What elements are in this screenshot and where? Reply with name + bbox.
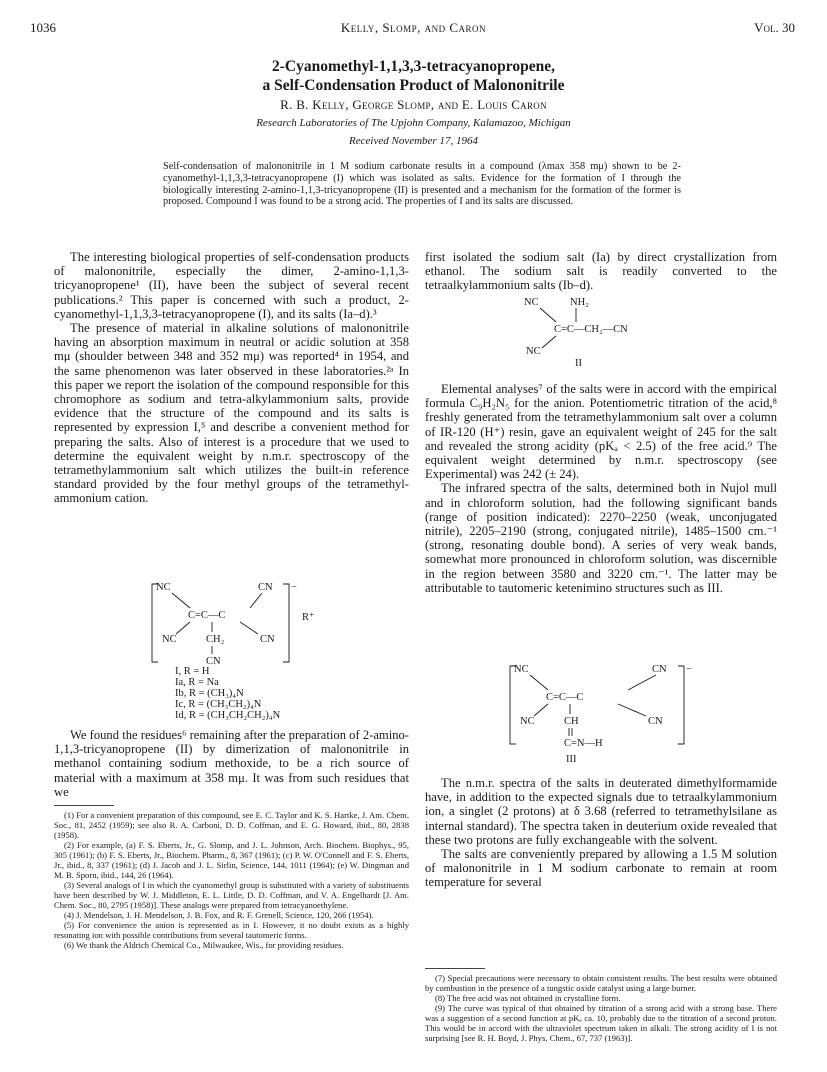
struct-label: III xyxy=(566,754,577,764)
bond xyxy=(534,704,548,716)
paragraph: The presence of material in alkaline solutions of malononitrile having an absorption maximum in neutral or acidic solution at 358 mμ (shoulder between 348 and 352 mμ) was reported⁴ in 1954, and the same phenomenon was later observed in these laboratories.²ᵃ In this paper we report the isolation of the compound responsible for this chromophore as sodium and tetra-alkylammonium salts, provide evidence that the structure of the compound and its salts is represented by expression I,⁵ and describe a convenient method for preparing the salts. Also of interest is a procedure that we used to determine the equivalent weight by n.m.r. spectroscopy of the tetramethylammonium salt which utilizes the built-in reference standard provided by the four methyl groups of the tetramethyl-ammonium cation. xyxy=(54,321,409,506)
paragraph: The interesting biological properties of self-condensation products of malononitrile, especially the dimer, 2-amino-1,1,3-tricyanopropene¹ (II), have been the subject of several recent publications.² This paper is concerned with such a product, 2-cyanomethyl-1,1,3,3-tetracyanopropene (I), and its salts (Ia–d).³ xyxy=(54,250,409,321)
footnote-rule xyxy=(54,805,114,806)
running-title: Kelly, Slomp, and Caron xyxy=(340,20,487,35)
bond xyxy=(250,593,262,608)
struct-label: NC xyxy=(514,664,529,675)
right-column-bottom xyxy=(425,776,777,890)
paragraph: The salts are conveniently prepared by allowing a 1.5 M solution of malononitrile in 1 M sodium carbonate to remain at room temperature for several xyxy=(425,847,777,890)
paragraph: The infrared spectra of the salts, determined both in Nujol mull and in chloroform solution, had the following significant bands (range of position indicated): 2270–2250 (weak, unconjugated nitrile), 2205–2190 (strong, conjugated nitrile), 1485–1500 cm.⁻¹ (strong, resonating double bond). A series of very weak bands, somewhat more pronounced in chloroform solution, was discernible in the region between 3580 and 3220 cm.⁻¹. The latter may be attributable to tautomeric ketenimino structures such as III. xyxy=(425,481,777,595)
paragraph: We found the residues⁶ remaining after the preparation of 2-amino-1,1,3-tricyanopropene (II) by dimerization of malononitrile in methanol containing sodium methoxide, to be a rich source of material with a maximum at 358 mμ. It was from such residues that we xyxy=(54,728,409,799)
right-footnotes xyxy=(425,973,777,1043)
footnote: (9) The curve was typical of that obtained by titration of a strong acid with a strong base. There was a suggestion of a second function at pKₐ ca. 10, probably due to the titration of a second proton. This would be in accord with the ultraviolet spectrum taken in alkali. The strong acidity of I is not surprising [see R. H. Boyd, J. Phys. Chem., 67, 737 (1963)]. xyxy=(425,1003,777,1043)
bond xyxy=(542,336,556,348)
struct-label: CH₂ xyxy=(206,634,225,645)
bond xyxy=(172,593,190,608)
struct-label: CH xyxy=(564,716,579,727)
variant-label: Ib, R = (CH₃)₄N xyxy=(175,688,244,699)
bond xyxy=(628,675,656,690)
struct-label: C=N—H xyxy=(564,738,603,749)
struct-label: NC xyxy=(162,634,177,645)
footnote: (5) For convenience the anion is represented as in I. However, it no doubt exists as a highly resonating ion with possible contributions from several tautomeric forms. xyxy=(54,920,409,940)
struct-label: CN xyxy=(652,664,667,675)
left-column-bottom xyxy=(54,728,409,799)
bond xyxy=(176,622,190,634)
footnote: (8) The free acid was not obtained in crystalline form. xyxy=(435,993,621,1003)
struct-label: NC xyxy=(526,346,541,357)
footnote: (4) J. Mendelson, J. H. Mendelson, J. B. Fox, and R. F. Grenell, Science, 120, 266 (1954). xyxy=(64,910,374,920)
struct-label: CN xyxy=(260,634,275,645)
right-bracket xyxy=(678,666,684,744)
struct-label: − xyxy=(291,582,297,593)
struct-label: CN xyxy=(206,656,221,667)
paragraph: The n.m.r. spectra of the salts in deuterated dimethylformamide have, in addition to the expected signals due to tetraalkylammonium ion, a singlet (2 protons) at δ 3.68 (referred to tetramethylsilane as internal standard). The spectra taken in deuterium oxide revealed that these two protons are fully exchangeable with the solvent. xyxy=(425,776,777,847)
paper-title-line1: 2-Cyanomethyl-1,1,3,3-tetracyanopropene, xyxy=(272,58,555,75)
struct-label: C=C—CH₂—CN xyxy=(554,324,628,335)
bond xyxy=(540,308,556,322)
structure-I-drawing xyxy=(150,578,350,668)
struct-label: NC xyxy=(156,582,171,593)
author-list: R. B. Kelly, George Slomp, and E. Louis Caron xyxy=(280,97,547,112)
page-number: 1036 xyxy=(30,20,56,35)
structure-II xyxy=(520,294,720,366)
structure-I xyxy=(150,578,350,668)
structure-III xyxy=(508,660,708,764)
struct-label: CN xyxy=(258,582,273,593)
left-bracket xyxy=(152,584,158,662)
right-column-top xyxy=(425,250,777,293)
struct-label: II xyxy=(575,358,582,366)
received-date: Received November 17, 1964 xyxy=(349,135,478,147)
bond xyxy=(530,675,548,690)
affiliation: Research Laboratories of The Upjohn Company, Kalamazoo, Michigan xyxy=(256,117,571,129)
footnote: (3) Several analogs of I in which the cyanomethyl group is substituted with a variety of substituents have been described by W. J. Middleton, E. L. Little, D. D. Coffman, and V. A. Engelhardt [J. Am. Chem. Soc., 80, 2795 (1958)]. These analogs were prepared from tetracyanoethylene. xyxy=(54,880,409,910)
bond xyxy=(618,704,646,716)
structure-II-drawing xyxy=(520,294,720,366)
paragraph: first isolated the sodium salt (Ia) by direct crystallization from ethanol. The sodium salt is readily converted to the tetraalkylammonium salts (Ib–d). xyxy=(425,250,777,293)
struct-label: CN xyxy=(648,716,663,727)
paragraph: Elemental analyses⁷ of the salts were in accord with the empirical formula C₉H₂N₅ for the anion. Potentiometric titration of the acid,⁸ freshly generated from the tetramethylammonium salt over a column of IR-120 (H⁺) resin, gave an equivalent weight of 245 for the salt and revealed the strong acidity (pKₐ < 2.5) of the free acid.⁹ The equivalent weight determined by n.m.r. spectroscopy (see Experimental) was 242 (± 24). xyxy=(425,382,777,482)
bond xyxy=(240,622,258,634)
abstract: Self-condensation of malononitrile in 1 M sodium carbonate results in a compound (λmax 358 mμ) shown to be 2-cyanomethyl-1,1,3,3-tetracyanopropene (I) which was isolated as salts. Evidence for the formation of I through the biologically interesting 2-amino-1,1,3-tricyanopropene (II) is presented and a mechanism for the formation of the former is proposed. Compound I was found to be a strong acid. The properties of I and its salts are discussed. xyxy=(163,161,681,208)
struct-label: NH₂ xyxy=(570,297,589,308)
struct-label: NC xyxy=(524,297,539,308)
left-column-top xyxy=(54,250,409,506)
struct-label: C=C—C xyxy=(188,610,226,621)
paper-title-line2: a Self-Condensation Product of Malononitrile xyxy=(262,77,565,94)
footnote: (2) For example, (a) F. S. Eberts, Jr., G. Slomp, and J. L. Johnson, Arch. Biochem. Biophys., 95, 305 (1961); (b) F. S. Eberts, Jr., Biochem. Pharm., 8, 367 (1961); (c) P. W. O'Connell and F. S. Eberts, Jr., ibid., 8, 337 (1961); (d) J. Jacob and J. L. Sirlin, Science, 144, 1011 (1964); (e) W. Dingman and M. B. Sporn, ibid., 144, 26 (1964). xyxy=(54,840,409,880)
struct-label: − xyxy=(686,664,692,675)
right-bracket xyxy=(283,584,289,662)
variant-label: Ic, R = (CH₃CH₂)₄N xyxy=(175,699,262,710)
footnote: (7) Special precautions were necessary to obtain consistent results. The best results were obtained by combustion in the presence of a tungstic oxide catalyst using a large burner. xyxy=(425,973,777,993)
left-footnotes xyxy=(54,810,409,950)
variant-label: Ia, R = Na xyxy=(175,677,219,688)
struct-label: R⁺ xyxy=(302,612,315,623)
struct-label: C=C—C xyxy=(546,692,584,703)
left-bracket xyxy=(510,666,516,744)
footnote-rule xyxy=(425,968,485,969)
volume-label: Vol. 30 xyxy=(754,20,795,35)
right-column-middle xyxy=(425,382,777,595)
footnote: (6) We thank the Aldrich Chemical Co., Milwaukee, Wis., for providing residues. xyxy=(64,940,344,950)
footnote: (1) For a convenient preparation of this compound, see E. C. Taylor and K. S. Hartke, J. Am. Chem. Soc., 81, 2452 (1959); see also R. A. Carboni, D. D. Coffman, and E. G. Howard, ibid., 80, 2838 (1958). xyxy=(54,810,409,840)
structure-I-variants xyxy=(175,666,280,721)
variant-label: Id, R = (CH₃CH₂CH₂)₄N xyxy=(175,710,281,721)
struct-label: NC xyxy=(520,716,535,727)
variant-label: I, R = H xyxy=(175,666,210,677)
structure-III-drawing xyxy=(508,660,708,764)
